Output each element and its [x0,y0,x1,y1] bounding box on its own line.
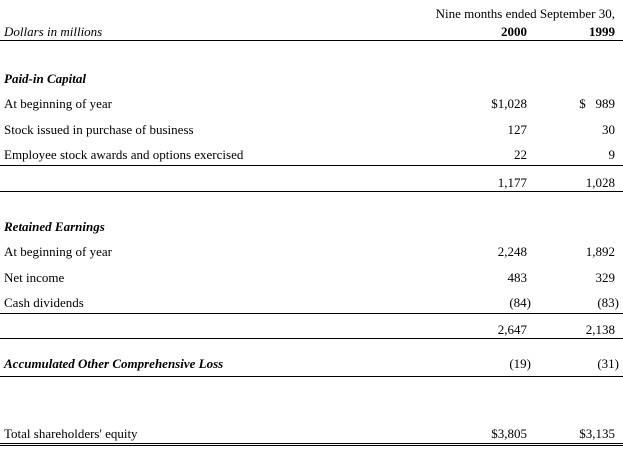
total-value-2000: $3,805 [491,426,527,441]
section-rule [0,376,623,377]
row-value-2000: $1,028 [491,96,527,111]
row-value-1999: $ 989 [579,96,615,111]
row-value-2000: (84) [509,295,531,310]
total-value-1999: $3,135 [579,426,615,441]
row-value-1999: (83) [597,295,619,310]
column-header-2000: 2000 [501,24,527,39]
row-label: At beginning of year [4,96,112,111]
row-label: Employee stock awards and options exercised [4,147,244,162]
row-label: Stock issued in purchase of business [4,122,194,137]
row-label: Net income [4,270,65,285]
row-label: Cash dividends [4,295,84,310]
row-value-1999: 1,892 [585,244,615,259]
subtotal-rule [0,165,623,166]
row-value-2000: 483 [507,270,527,285]
row-value-1999: 9 [608,147,615,162]
section-rule [0,191,623,192]
row-value-2000: 22 [514,147,527,162]
row-value-1999: 30 [602,122,615,137]
period-header: Nine months ended September 30, [435,6,615,21]
row-value-2000: 2,248 [497,244,527,259]
total-double-rule [0,443,623,446]
row-value-1999: 329 [595,270,615,285]
subtotal-value-2000: 1,177 [497,175,527,190]
section-title-paid-in-capital: Paid-in Capital [4,71,86,86]
section-rule [0,338,623,339]
header-rule [0,40,623,41]
total-label: Total shareholders' equity [4,426,138,441]
units-label: Dollars in millions [4,24,103,39]
section-title-accumulated-loss: Accumulated Other Comprehensive Loss [4,356,224,371]
row-value-2000: 127 [507,122,527,137]
subtotal-value-2000: 2,647 [497,322,527,337]
section-title-retained-earnings: Retained Earnings [4,219,105,234]
subtotal-value-1999: 1,028 [585,175,615,190]
accumulated-loss-value-1999: (31) [597,356,619,371]
row-label: At beginning of year [4,244,112,259]
accumulated-loss-value-2000: (19) [509,356,531,371]
subtotal-value-1999: 2,138 [585,322,615,337]
subtotal-rule [0,313,623,314]
column-header-1999: 1999 [589,24,615,39]
